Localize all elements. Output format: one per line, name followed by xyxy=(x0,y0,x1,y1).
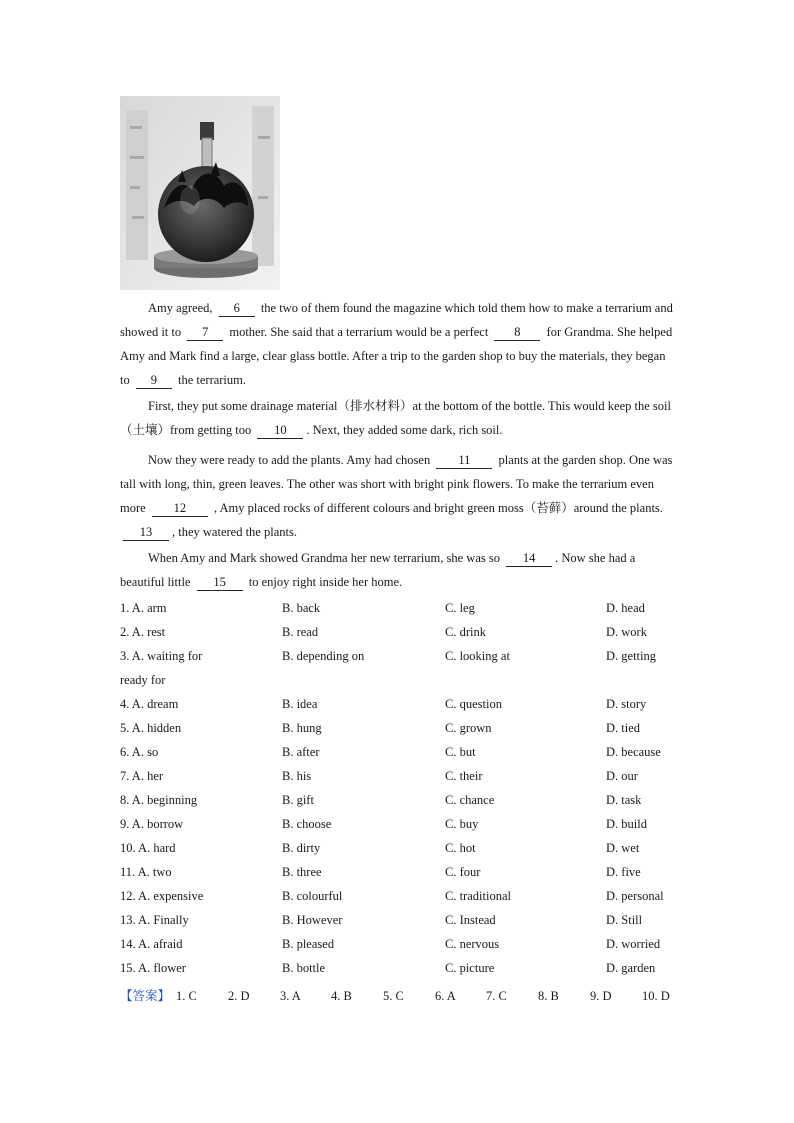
option-c[interactable]: C. hot xyxy=(445,841,476,855)
option-b[interactable]: B. after xyxy=(282,745,320,759)
question-row xyxy=(120,644,680,692)
option-a[interactable]: 5. A. hidden xyxy=(120,721,182,735)
answer-item: 1. C xyxy=(176,989,197,1003)
answer-item: 5. C xyxy=(383,989,404,1003)
question-row xyxy=(120,932,680,956)
option-a[interactable]: 12. A. expensive xyxy=(120,889,204,903)
option-a[interactable]: 9. A. borrow xyxy=(120,817,184,831)
option-d[interactable]: D. garden xyxy=(606,961,656,975)
option-b[interactable]: B. read xyxy=(282,625,319,639)
question-row xyxy=(120,884,680,908)
blank-14[interactable]: 14 xyxy=(506,551,552,567)
option-a[interactable]: 3. A. waiting for xyxy=(120,649,203,663)
question-row xyxy=(120,836,680,860)
option-b[interactable]: B. pleased xyxy=(282,937,335,951)
option-d[interactable]: D. task xyxy=(606,793,642,807)
option-d[interactable]: D. head xyxy=(606,601,645,615)
option-c[interactable]: C. but xyxy=(445,745,476,759)
option-d[interactable]: D. work xyxy=(606,625,647,639)
option-b[interactable]: B. depending on xyxy=(282,649,365,663)
option-d[interactable]: D. five xyxy=(606,865,641,879)
answer-item: 6. A xyxy=(435,989,456,1003)
answer-item: 3. A xyxy=(280,989,301,1003)
option-d[interactable]: D. wet xyxy=(606,841,640,855)
option-d[interactable]: D. build xyxy=(606,817,647,831)
answer-item: 8. B xyxy=(538,989,559,1003)
question-row xyxy=(120,788,680,812)
option-d[interactable]: D. because xyxy=(606,745,661,759)
option-c[interactable]: C. nervous xyxy=(445,937,500,951)
option-b[interactable]: B. colourful xyxy=(282,889,343,903)
question-row xyxy=(120,764,680,788)
question-row xyxy=(120,956,680,980)
question-row xyxy=(120,620,680,644)
option-d[interactable]: D. worried xyxy=(606,937,661,951)
answer-label: 【答案】 xyxy=(120,989,171,1003)
question-row xyxy=(120,812,680,836)
option-a[interactable]: 1. A. arm xyxy=(120,601,167,615)
option-d[interactable]: D. tied xyxy=(606,721,641,735)
option-c[interactable]: C. chance xyxy=(445,793,495,807)
option-a[interactable]: 10. A. hard xyxy=(120,841,176,855)
option-a[interactable]: 13. A. Finally xyxy=(120,913,189,927)
option-c[interactable]: C. four xyxy=(445,865,481,879)
option-b[interactable]: B. However xyxy=(282,913,343,927)
option-c[interactable]: C. drink xyxy=(445,625,486,639)
paragraph: When Amy and Mark showed Grandma her new terrarium, she was so 14 . Now she had a beautiful little 15 to enjoy right inside her home. xyxy=(120,551,636,589)
option-c[interactable]: C. buy xyxy=(445,817,479,831)
option-b[interactable]: B. back xyxy=(282,601,321,615)
option-b[interactable]: B. hung xyxy=(282,721,322,735)
option-a[interactable]: 15. A. flower xyxy=(120,961,186,975)
blank-11[interactable]: 11 xyxy=(436,453,492,469)
option-c[interactable]: C. looking at xyxy=(445,649,510,663)
question-row xyxy=(120,716,680,740)
option-d[interactable]: D. our xyxy=(606,769,638,783)
paragraph: Now they were ready to add the plants. Amy had chosen 11 plants at the garden shop. One was tall with long, thin, green leaves. The other was short with bright pink flowers. To make the terrarium even more 12 , Amy placed rocks of different colours and bright green moss（苔藓）around the plants. 13 , they watered the plants. xyxy=(120,453,673,539)
option-a[interactable]: 7. A. her xyxy=(120,769,164,783)
option-b[interactable]: B. bottle xyxy=(282,961,326,975)
question-row xyxy=(120,908,680,932)
blank-8[interactable]: 8 xyxy=(494,325,540,341)
blank-6[interactable]: 6 xyxy=(219,301,255,317)
option-d[interactable]: D. story xyxy=(606,697,647,711)
option-d[interactable]: D. personal xyxy=(606,889,664,903)
option-c[interactable]: C. leg xyxy=(445,601,475,615)
answer-item: 7. C xyxy=(486,989,507,1003)
option-d[interactable]: D. Still xyxy=(606,913,643,927)
option-c[interactable]: C. grown xyxy=(445,721,492,735)
question-row xyxy=(120,740,680,764)
answer-item: 10. D xyxy=(642,989,670,1003)
terrarium-icon xyxy=(120,96,280,290)
option-a[interactable]: 4. A. dream xyxy=(120,697,179,711)
answer-item: 9. D xyxy=(590,989,612,1003)
answer-item: 2. D xyxy=(228,989,250,1003)
option-b[interactable]: B. dirty xyxy=(282,841,321,855)
option-c[interactable]: C. question xyxy=(445,697,502,711)
option-c[interactable]: C. Instead xyxy=(445,913,496,927)
option-b[interactable]: B. three xyxy=(282,865,322,879)
blank-9[interactable]: 9 xyxy=(136,373,172,389)
question-row xyxy=(120,860,680,884)
option-d[interactable]: D. getting xyxy=(606,649,656,663)
answer-item: 4. B xyxy=(331,989,352,1003)
blank-12[interactable]: 12 xyxy=(152,501,208,517)
option-c[interactable]: C. traditional xyxy=(445,889,511,903)
terrarium-photo xyxy=(120,96,280,290)
option-a[interactable]: 14. A. afraid xyxy=(120,937,183,951)
option-a[interactable]: 6. A. so xyxy=(120,745,159,759)
option-c[interactable]: C. their xyxy=(445,769,483,783)
question-row xyxy=(120,692,680,716)
option-a[interactable]: 11. A. two xyxy=(120,865,172,879)
question-row xyxy=(120,596,680,620)
option-b[interactable]: B. idea xyxy=(282,697,318,711)
option-a[interactable]: 2. A. rest xyxy=(120,625,166,639)
option-c[interactable]: C. picture xyxy=(445,961,495,975)
option-b[interactable]: B. his xyxy=(282,769,312,783)
blank-15[interactable]: 15 xyxy=(197,575,243,591)
blank-13[interactable]: 13 xyxy=(123,525,169,541)
option-b[interactable]: B. gift xyxy=(282,793,314,807)
blank-7[interactable]: 7 xyxy=(187,325,223,341)
option-d-continuation[interactable]: ready for xyxy=(120,673,166,687)
answer-key xyxy=(120,984,680,1008)
option-b[interactable]: B. choose xyxy=(282,817,332,831)
paragraph: Amy agreed, 6 the two of them found the magazine which told them how to make a terrarium and showed it to 7 mother. She said that a terrarium would be a perfect 8 for Grandma. She helped Amy and Mark find a large, clear glass bottle. After a trip to the garden shop to buy the materials, they began to 9 the terrarium. xyxy=(120,301,673,387)
option-a[interactable]: 8. A. beginning xyxy=(120,793,198,807)
blank-10[interactable]: 10 xyxy=(257,423,303,439)
paragraph: First, they put some drainage material（排水材料）at the bottom of the bottle. This would keep the soil（土壤）from getting too 10 . Next, they added some dark, rich soil. xyxy=(120,399,671,437)
